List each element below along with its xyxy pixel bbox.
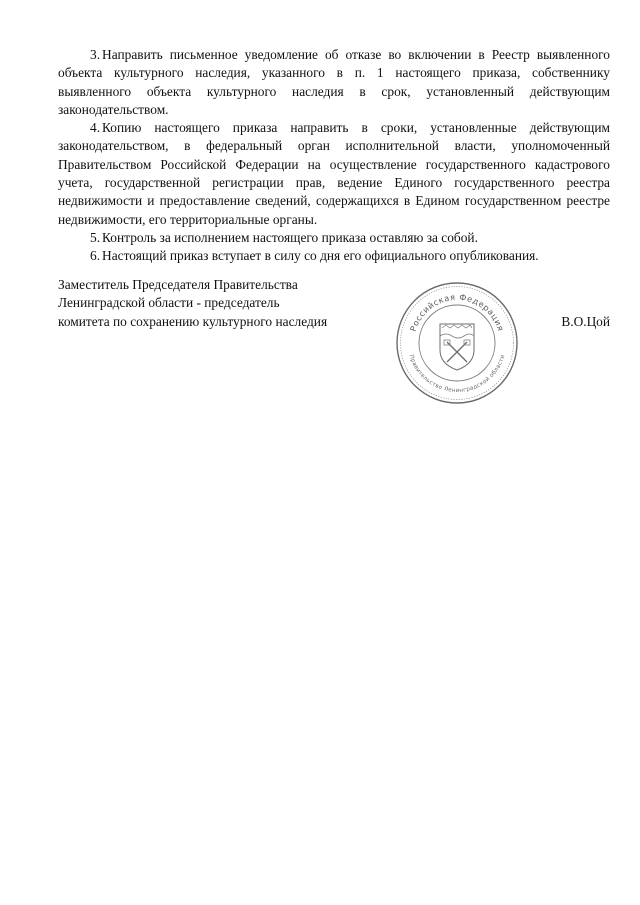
paragraph-text: Настоящий приказ вступает в силу со дня его официального опубликования. (102, 248, 539, 264)
seal-outer-text: Российская Федерация (407, 291, 507, 333)
order-body (58, 46, 610, 266)
paragraph-text: Копию настоящего приказа направить в сроки, установленные действующим законодательством, в федеральный орган исполнительной власти, уполномоченный Правительством Российской Федерации на осуществление государственного кадастрового учета, государственной регистрации прав, ведение Единого государственного реестра недвижимости и предоставление сведений, содержащихся в Едином государственном реестре недвижимости, его территориальные органы. (58, 120, 610, 227)
paragraph-number: 4. (90, 120, 101, 136)
paragraph-number: 5. (90, 229, 101, 245)
paragraph-number: 3. (90, 47, 101, 62)
paragraph-4 (58, 119, 610, 229)
signer-position-line: Ленинградской области - председатель (58, 295, 280, 311)
paragraph-text: Направить письменное уведомление об отказе во включении в Реестр выявленного объекта культурного наследия, указанного в п. 1 настоящего приказа, собственнику выявленного объекта культурного наследия в срок, установленный действующим законодательством. (58, 47, 610, 117)
signer-name: В.О.Цой (561, 313, 610, 329)
official-seal (394, 280, 520, 406)
signer-position-line: Заместитель Председателя Правительства (58, 277, 298, 292)
signature-block (58, 276, 610, 331)
paragraph-3 (58, 46, 610, 119)
paragraph-number: 6. (90, 248, 101, 264)
paragraph-5 (58, 229, 610, 247)
coat-of-arms-icon (440, 324, 474, 370)
paragraph-6 (58, 247, 610, 265)
signer-position-line: комитета по сохранению культурного наследия (58, 313, 328, 329)
paragraph-text: Контроль за исполнением настоящего приказа оставляю за собой. (102, 229, 478, 245)
seal-inner-text: Правительство Ленинградской области (407, 354, 507, 395)
